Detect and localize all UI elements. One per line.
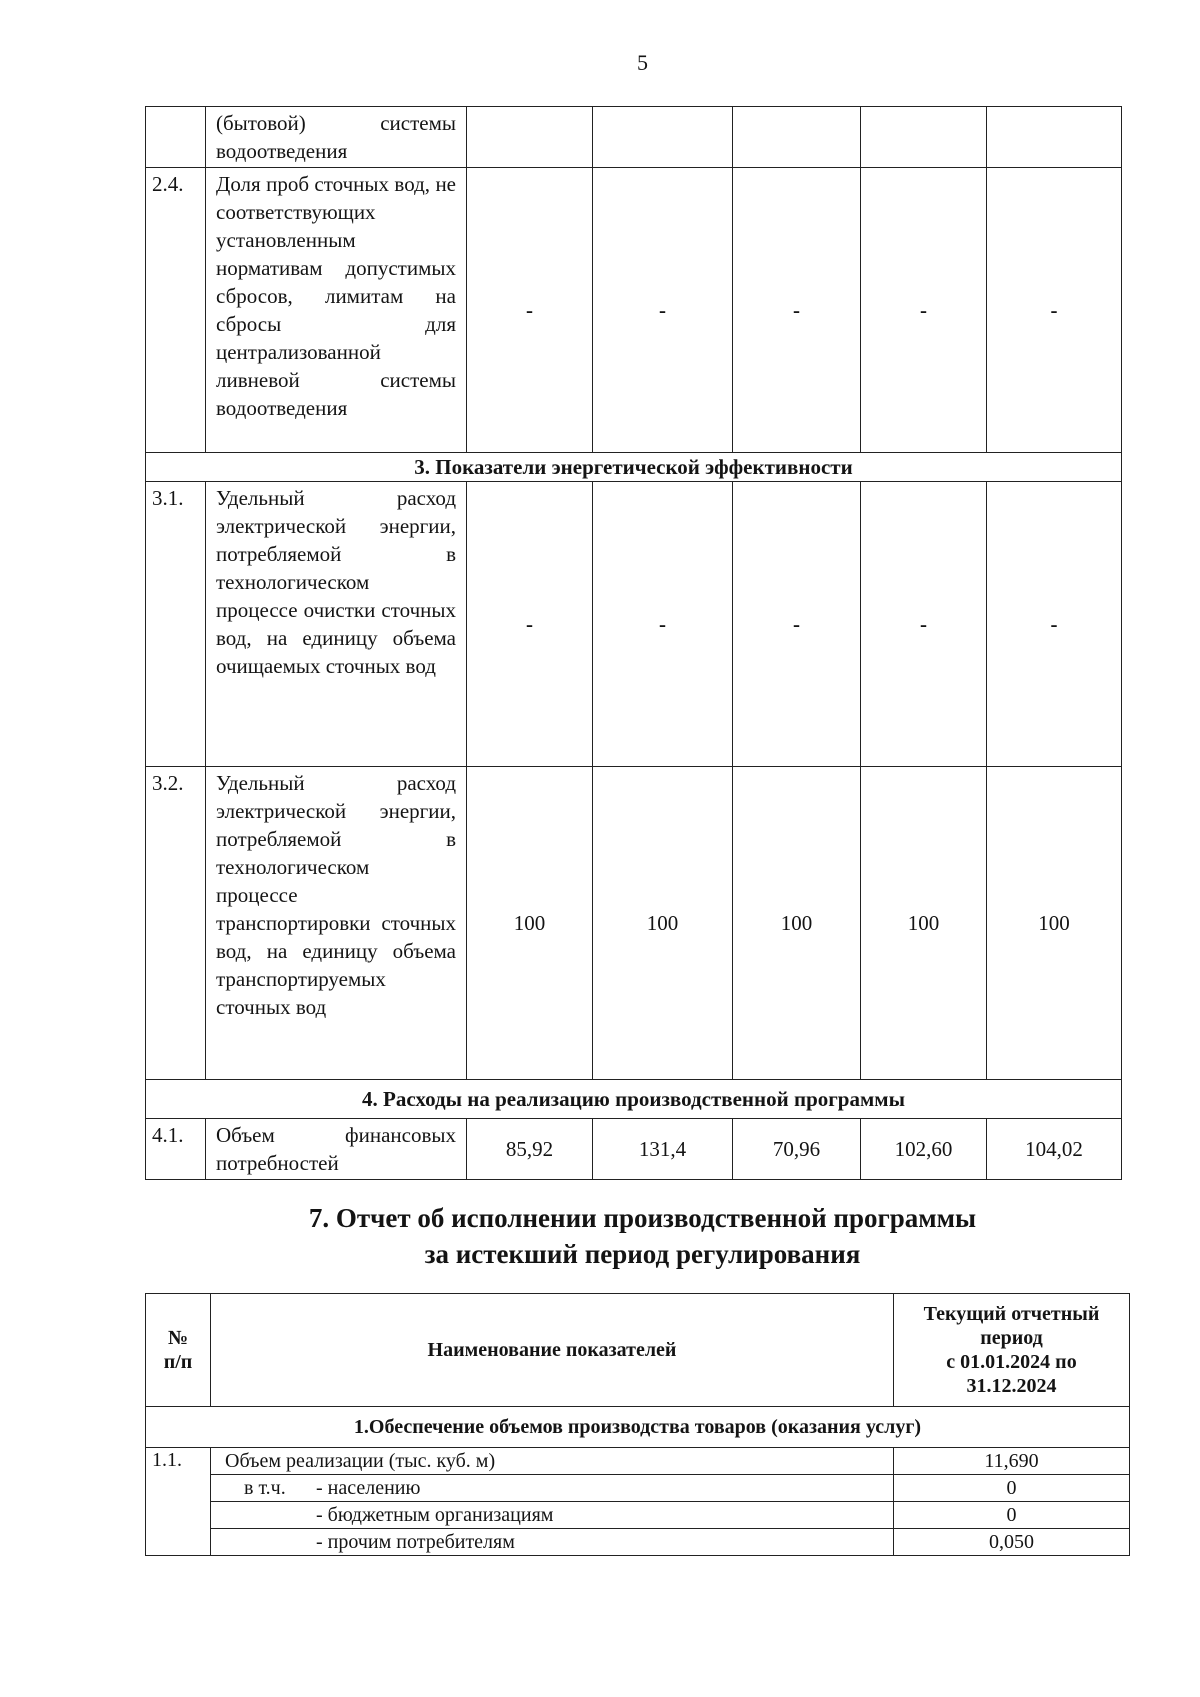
row-number: 1.1. xyxy=(146,1448,211,1556)
report-table xyxy=(145,1293,1130,1556)
row-number xyxy=(146,107,206,168)
value-cell: - xyxy=(467,482,593,767)
table-row xyxy=(146,1529,1130,1556)
indicator-name: Объем финансовых потребностей xyxy=(206,1119,467,1180)
value-cell: - xyxy=(861,482,987,767)
item-cell xyxy=(211,1475,894,1502)
table-row xyxy=(146,168,1122,453)
section-row xyxy=(146,453,1122,482)
value-cell xyxy=(987,107,1122,168)
value-cell xyxy=(467,107,593,168)
item-name: - прочим потребителям xyxy=(211,1529,894,1556)
section-4-title: 4. Расходы на реализацию производственной программы xyxy=(146,1080,1122,1119)
table-row xyxy=(146,1119,1122,1180)
value-cell: - xyxy=(987,482,1122,767)
header-col-name: Наименование показателей xyxy=(211,1294,894,1407)
header-col-period xyxy=(894,1294,1130,1407)
indicators-table xyxy=(145,106,1122,1180)
item-name: - населению xyxy=(316,1477,421,1499)
section-1-title: 1.Обеспечение объемов производства товаров (оказания услуг) xyxy=(146,1407,1130,1448)
table-row xyxy=(146,107,1122,168)
value-cell: - xyxy=(987,168,1122,453)
item-value: 0,050 xyxy=(894,1529,1130,1556)
header-col-num xyxy=(146,1294,211,1407)
value-cell: - xyxy=(733,168,861,453)
indicator-name: Доля проб сточных вод, не соответствующих установленным нормативам допустимых сбросов, лимитам на сбросы для централизованной ливневой системы водоотведения xyxy=(206,168,467,453)
section-3-title: 3. Показатели энергетической эффективности xyxy=(146,453,1122,482)
value-cell: 100 xyxy=(467,767,593,1080)
header-col-period-line3: с 01.01.2024 по xyxy=(946,1351,1077,1373)
section-row xyxy=(146,1407,1130,1448)
row-number: 3.1. xyxy=(146,482,206,767)
value-cell: - xyxy=(467,168,593,453)
value-cell: 131,4 xyxy=(593,1119,733,1180)
page-number: 5 xyxy=(637,50,648,75)
item-prefix: в т.ч. xyxy=(244,1477,286,1499)
value-cell: 104,02 xyxy=(987,1119,1122,1180)
section-7-title-line1: 7. Отчет об исполнении производственной программы xyxy=(308,1203,977,1233)
indicator-name: Удельный расход электрической энергии, потребляемой в технологическом процессе транспортировки сточных вод, на единицу объема транспортируемых сточных вод xyxy=(206,767,467,1080)
table-row xyxy=(146,482,1122,767)
value-cell: 85,92 xyxy=(467,1119,593,1180)
value-cell: 70,96 xyxy=(733,1119,861,1180)
table-row xyxy=(146,1448,1130,1475)
header-row xyxy=(146,1294,1130,1407)
table-row xyxy=(146,767,1122,1080)
section-row xyxy=(146,1080,1122,1119)
value-cell: - xyxy=(593,482,733,767)
header-col-period-line4: 31.12.2024 xyxy=(966,1375,1057,1397)
header-col-num-line2: п/п xyxy=(163,1351,193,1373)
value-cell xyxy=(861,107,987,168)
value-cell: 100 xyxy=(593,767,733,1080)
row-number: 3.2. xyxy=(146,767,206,1080)
item-value: 0 xyxy=(894,1475,1130,1502)
value-cell: - xyxy=(861,168,987,453)
indicator-name: (бытовой) системы водоотведения xyxy=(206,107,467,168)
header-col-period-line2: период xyxy=(980,1327,1043,1349)
item-value: 0 xyxy=(894,1502,1130,1529)
item-name: Объем реализации (тыс. куб. м) xyxy=(211,1448,894,1475)
table-row xyxy=(146,1502,1130,1529)
value-cell: 100 xyxy=(733,767,861,1080)
row-number: 4.1. xyxy=(146,1119,206,1180)
value-cell: - xyxy=(733,482,861,767)
header-col-num-line1: № xyxy=(167,1327,189,1349)
item-value: 11,690 xyxy=(894,1448,1130,1475)
value-cell: 102,60 xyxy=(861,1119,987,1180)
value-cell xyxy=(593,107,733,168)
value-cell: - xyxy=(593,168,733,453)
value-cell: 100 xyxy=(861,767,987,1080)
section-7-title-line2: за истекший период регулирования xyxy=(424,1239,861,1269)
row-number: 2.4. xyxy=(146,168,206,453)
indicator-name: Удельный расход электрической энергии, потребляемой в технологическом процессе очистки сточных вод, на единицу объема очищаемых сточных вод xyxy=(206,482,467,767)
header-col-period-line1: Текущий отчетный xyxy=(923,1303,1100,1325)
section-7-title xyxy=(0,1200,1200,1272)
value-cell: 100 xyxy=(987,767,1122,1080)
value-cell xyxy=(733,107,861,168)
table-row xyxy=(146,1475,1130,1502)
item-name: - бюджетным организациям xyxy=(211,1502,894,1529)
